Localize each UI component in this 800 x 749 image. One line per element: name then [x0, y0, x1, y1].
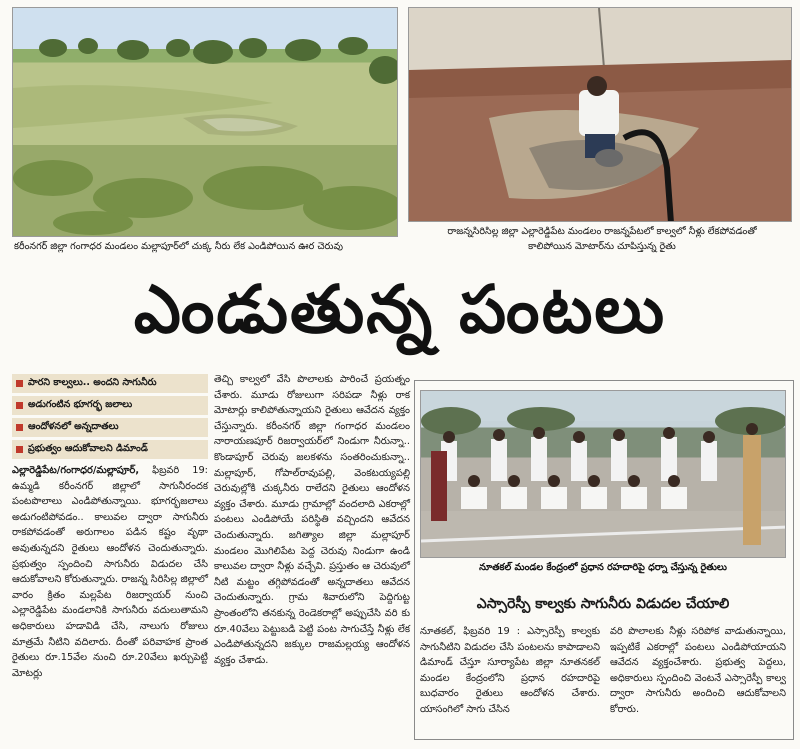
- highlight-text: అడుగంటిన భూగర్భ జలాలు: [28, 399, 133, 410]
- highlight-text: ఆందోళనలో అన్నదాతలు: [28, 421, 119, 432]
- sub-story-column-1: నూతకల్, ఫిబ్రవరి 19 : ఎస్సారెస్పీ కాల్వకు సాగునీటిని విడుదల చేసి పంటలను కాపాడాలని డిమాండ్ చేస్తూ సూర్యాపేట జిల్లా నూతనకల్ మండల కేంద్రంలోని ప్రధాన రహదారిపై బుధవారం రైతులు ఆందోళన చేశారు. యాసంగిలో సాగు చేసిన: [420, 626, 600, 715]
- highlight-text: ప్రభుత్వం ఆదుకోవాలని డిమాండ్: [28, 443, 148, 454]
- highlight-item: [12, 440, 208, 459]
- protest-caption: నూతకల్ మండల కేంద్రంలో ప్రధాన రహదారిపై ధర్నా చేస్తున్న రైతులు: [479, 562, 727, 573]
- article-body-1: ఫిబ్రవరి 19: ఉమ్మడి కరీంనగర్ జిల్లాలో సాగునీరందక పంటపొలాలు ఎండిపోతున్నాయి. భూగర్భజలాలు అడుగంటిపోవడం.. కాలువల ద్వారా సాగునీరు రాకపోవడంతో అరుగాలం పడిన కష్టం వృథా అవుతున్నదని రైతులు ఆందోళన చెందుతున్నారు. ప్రభుత్వం స్పందించి సాగునీరు విడుదల చేసి ఆదుకోవాలని కోరుతున్నారు. రాజన్న సిరిసిల్ల జిల్లాలో వారం క్రితం మల్లపేట రిజర్వాయర్ నుంచి ఎల్లారెడ్డిపేట మండలానికి సాగునీరు వదులుతామని అధికారులు హడావిడి చేసి, నాలుగు రోజులు మాత్రమే నీటిని వదిలారు. దీంతో పరివాహక ప్రాంత రైతులు రూ.15వేల నుంచి రూ.20వేలు ఖర్చుపెట్టి మోటర్లు: [12, 465, 208, 679]
- bullet-marker-icon: [16, 446, 23, 453]
- article-column-2: తెచ్చి కాల్వలో వేసి పొలాలకు పారించే ప్రయత్నం చేశారు. మూడు రోజులుగా సరిపడా నీళ్లు రాక మోటార్లు కాలిపోతున్నాయని రైతులు ఆవేదన వ్యక్తం చేస్తున్నారు. కరీంనగర్ జిల్లా గంగాధర మండలం నారాయణపూర్ రిజర్వాయర్‌లో నిండుగా నీరున్నా.. కొండాపూర్ చెరువు జలకళను సంతరించుకున్నా.. మల్లాపూర్, గోపాల్‌రావుపల్లి, వెంకటయ్యపల్లి చెరువుల్లోకి చుక్కనీరు రాలేదని రైతులు ఆందోళన వ్యక్తం చేశారు. మూడు గ్రామాల్లో వందలాది ఎకరాల్లో పంటలు ఎండిపోయే పరిస్థితి వచ్చిందని ఆవేదన చెందుతున్నారు. జగిత్యాల జిల్లా మల్లాపూర్ మండలం మొగిలిపేట పెద్ద చెరువు నిండుగా ఉండి కాలువల ద్వారా నీళ్లు వచ్చేవి. ప్రస్తుతం ఆ చెరువులో నీటి మట్టం తగ్గిపోవడంతో అన్నదాతలు ఆవేదన చెందుతున్నారు. గ్రామ శివారులోని పెద్దిగుట్ట ప్రాంతంలోని తనకున్న రెండెకరాల్లో అప్పుచేసి వరి కు రూ.40వేలు పెట్టుబడి పెట్టి పంట సాగుచేస్తే నీళ్లు లేక ఎండిపోతున్నదని జక్కుల రాజమల్లయ్య ఆందోళన వ్యక్తం చేశాడు.: [214, 374, 410, 666]
- burnt-motor-photo: [408, 7, 792, 222]
- highlight-item: [12, 396, 208, 415]
- highlight-item: [12, 374, 208, 393]
- burnt-motor-caption: [410, 224, 794, 254]
- bullet-marker-icon: [16, 424, 23, 431]
- sub-story-column-2: వరి పొలాలకు నీళ్లు సరిపోక వాడుతున్నాయి, ఇప్పటికే ఎకరాల్లో పంటలు ఎండిపోయాయని ఆవేదన వ్యక్తంచేశారు. ప్రభుత్వ పెద్దలు, అధికారులు స్పందించి వెంటనే ఎస్సారెస్పీ కాల్వ ద్వారా సాగునీరు అందించి ఆదుకోవాలని కోరారు.: [610, 626, 786, 715]
- dried-tank-photo: [12, 7, 398, 237]
- article-dateline: ఎల్లారెడ్డిపేట/గంగాధర/మల్లాపూర్,: [12, 465, 140, 476]
- highlights-list: [12, 374, 208, 462]
- main-headline: ఎండుతున్న పంటలు: [133, 271, 667, 348]
- burnt-motor-caption-line1: రాజన్నసిరిసిల్ల జిల్లా ఎల్లారెడ్డిపేట మండలం రాజన్నపేటలో కాల్వలో నీళ్లు లేకపోవడంతో: [447, 226, 757, 237]
- highlight-text: పారని కాల్వలు.. అందని సాగునీరు: [28, 377, 157, 388]
- bullet-marker-icon: [16, 402, 23, 409]
- article-column-1: [12, 463, 208, 681]
- highlight-item: [12, 418, 208, 437]
- sub-story-headline: ఎస్సారెస్పీ కాల్వకు సాగునీరు విడుదల చేయాలి: [476, 596, 730, 612]
- farmers-protest-photo: [420, 390, 786, 558]
- dried-tank-caption: కరీంనగర్ జిల్లా గంగాధర మండలం మల్లాపూర్‌లో చుక్క నీరు లేక ఎండిపోయిన ఊర చెరువు: [14, 241, 343, 252]
- burnt-motor-caption-line2: కాలిపోయిన మోటార్‌ను చూపిస్తున్న రైతు: [528, 241, 676, 252]
- bullet-marker-icon: [16, 380, 23, 387]
